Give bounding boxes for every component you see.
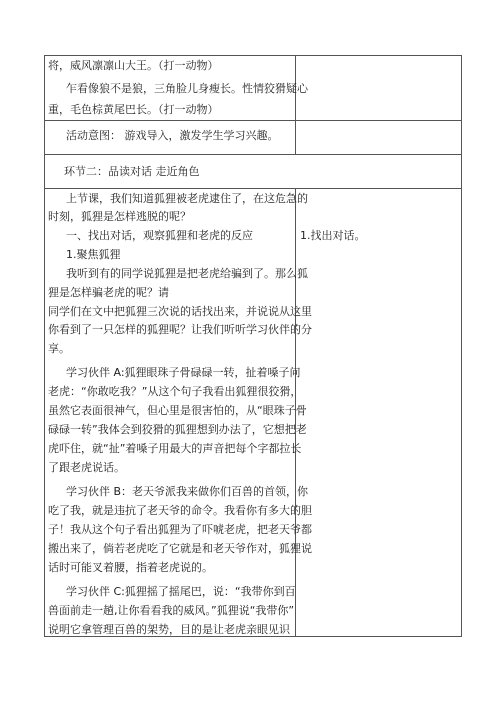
riddles-cell (45, 56, 308, 120)
lesson-plan-table (44, 55, 462, 637)
content-line: 说明它拿管理百兽的架势，目的是让老虎亲眼见识 (48, 623, 290, 636)
main-note-cell (296, 188, 461, 636)
content-line: 狸是怎样骗老虎的呢？请 (48, 286, 169, 299)
row-riddles (45, 56, 461, 121)
row-main-content (45, 188, 461, 636)
riddles-note-cell (296, 56, 461, 120)
content-line: 学习伙伴 A:狐狸眼珠子骨碌碌一转，扯着嗓子问 (66, 366, 301, 379)
riddle-line-3: 重，毛色棕黄尾巴长。（打一动物） (48, 103, 219, 116)
content-line: 吃了我，就是违抗了老天爷的命令。我看你有多大的胆 (48, 504, 312, 517)
content-line: 话时可能叉着腰，指着老虎说的。 (48, 561, 213, 574)
main-content-cell (45, 188, 312, 636)
content-line: 虎吓住，就“扯”着嗓子用最大的声音把每个字都拉长 (48, 442, 302, 455)
content-line: 学习伙伴 B：老天爷派我来做你们百兽的首领，你 (66, 485, 309, 498)
content-line: 1.聚焦狐狸 (66, 248, 121, 261)
note-find-dialogue: 1.找出对话。 (300, 229, 366, 242)
riddle-line-2: 乍看像狼不是狼，三角脸儿身瘦长。性情狡猾疑心 (66, 82, 308, 95)
content-line: 碌碌一转”我体会到狡猾的狐狸想到办法了，它想把老 (48, 423, 307, 436)
content-line: 老虎：“你敢吃我？”从这个句子我看出狐狸很狡猾， (48, 385, 302, 398)
section-heading-text: 环节二：品读对话 走近角色 (64, 165, 200, 178)
content-line: 你看到了一只怎样的狐狸呢？让我们听听学习伙伴的分 (48, 323, 312, 336)
activity-intent-note-cell (296, 120, 461, 154)
content-line: 同学们在文中把狐狸三次说的话找出来，并说说从这里 (48, 305, 312, 318)
row-activity-intent (45, 120, 461, 155)
riddle-line-1: 将，威风凛凛山大王。（打一动物） (48, 59, 219, 72)
row-section-heading (45, 154, 461, 189)
content-line: 享。 (48, 342, 70, 355)
content-line: 搬出来了，倘若老虎吃了它就是和老天爷作对，狐狸说 (48, 542, 312, 555)
content-line: 了跟老虎说话。 (48, 461, 125, 474)
content-line: 我听到有的同学说狐狸是把老虎给骗到了。那么狐 (66, 267, 308, 280)
content-line: 兽面前走一趟,让你看看我的威风。”狐狸说“我带你” (48, 604, 295, 617)
content-line: 虽然它表面很神气，但心里是很害怕的，从“眼珠子骨 (48, 404, 307, 417)
content-line: 时刻，狐狸是怎样逃脱的呢？ (48, 210, 191, 223)
activity-intent-cell (45, 120, 296, 154)
content-line: 子！我从这个句子看出狐狸为了吓唬老虎，把老天爷都 (48, 523, 312, 536)
section-heading-cell (45, 154, 461, 188)
activity-intent-text: 活动意图： 游戏导入，激发学生学习兴趣。 (66, 129, 279, 142)
content-line: 学习伙伴 C:狐狸摇了摇尾巴，说：“我带你到百 (66, 585, 296, 598)
content-line: 一、找出对话，观察狐狸和老虎的反应 (66, 229, 253, 242)
content-line: 上节课，我们知道狐狸被老虎逮住了，在这危急的 (66, 192, 308, 205)
